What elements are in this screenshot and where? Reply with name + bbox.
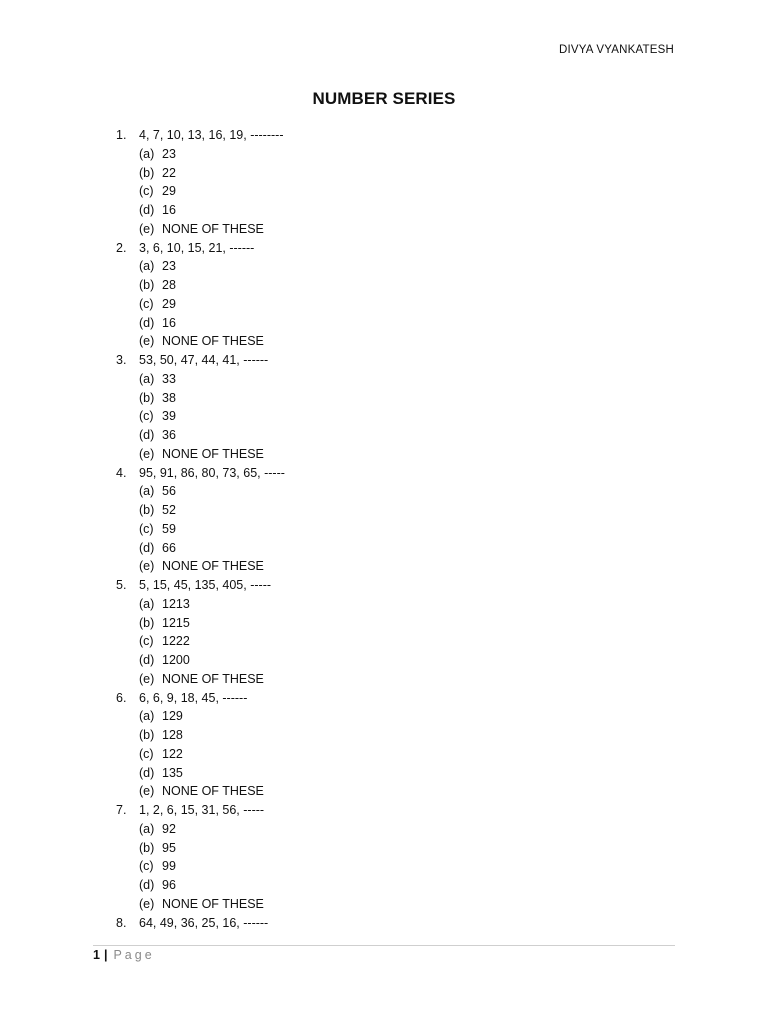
answer-option: [116, 201, 676, 220]
question-item: [116, 801, 676, 820]
option-label: (c): [139, 521, 154, 536]
answer-option: [116, 726, 676, 745]
option-label: (a): [139, 146, 155, 161]
option-value: 92: [162, 821, 176, 836]
answer-option: [116, 295, 676, 314]
question-number: 8.: [116, 915, 127, 930]
option-label: (c): [139, 859, 154, 874]
option-label: (d): [139, 315, 155, 330]
answer-option: [116, 407, 676, 426]
option-value: 66: [162, 540, 176, 555]
question-number: 3.: [116, 353, 127, 367]
question-series: 95, 91, 86, 80, 73, 65, -----: [139, 465, 285, 480]
option-label: (c): [139, 409, 154, 424]
option-value: 59: [162, 521, 176, 536]
option-label: (a): [139, 484, 155, 499]
option-value: 56: [162, 484, 176, 499]
question-number: 5.: [116, 578, 127, 592]
option-label: (d): [139, 653, 155, 667]
question-series: 3, 6, 10, 15, 21, ------: [139, 240, 255, 255]
option-label: (c): [139, 746, 154, 761]
question-list: [116, 126, 676, 932]
option-value: 52: [162, 503, 176, 517]
option-value: 39: [162, 409, 176, 424]
question-series: 1, 2, 6, 15, 31, 56, -----: [139, 803, 265, 817]
option-label: (d): [139, 765, 155, 780]
option-label: (e): [139, 446, 155, 461]
answer-option: [116, 539, 676, 558]
option-value: 38: [162, 390, 176, 405]
option-value: 28: [162, 278, 176, 292]
option-value: 122: [162, 746, 183, 761]
page-label: Page: [113, 948, 155, 962]
question-item: [116, 689, 676, 708]
question-series: 64, 49, 36, 25, 16, ------: [139, 915, 269, 930]
question-item: [116, 239, 676, 258]
option-label: (d): [139, 428, 155, 442]
question-number: 6.: [116, 690, 127, 705]
option-label: (b): [139, 278, 155, 292]
answer-option: [116, 670, 676, 689]
option-value: 95: [162, 840, 176, 855]
option-label: (b): [139, 390, 155, 405]
option-value: 99: [162, 859, 176, 874]
answer-option: [116, 745, 676, 764]
option-label: (e): [139, 896, 155, 911]
answer-option: [116, 876, 676, 895]
option-value: NONE OF THESE: [162, 446, 264, 461]
answer-option: [116, 276, 676, 295]
question-series: 53, 50, 47, 44, 41, ------: [139, 353, 269, 367]
option-label: (e): [139, 334, 155, 349]
answer-option: [116, 370, 676, 389]
footer-separator: |: [103, 948, 108, 962]
question-number: 4.: [116, 465, 127, 480]
question-number: 7.: [116, 803, 127, 817]
question-item: [116, 576, 676, 595]
question-item: [116, 126, 676, 145]
answer-option: [116, 820, 676, 839]
option-value: 22: [162, 165, 176, 180]
option-value: NONE OF THESE: [162, 221, 264, 236]
answer-option: [116, 782, 676, 801]
question-series: 5, 15, 45, 135, 405, -----: [139, 578, 272, 592]
question-series: 6, 6, 9, 18, 45, ------: [139, 690, 248, 705]
option-label: (e): [139, 671, 155, 686]
question-item: [116, 351, 676, 370]
option-value: 16: [162, 315, 176, 330]
option-value: 36: [162, 428, 176, 442]
answer-option: [116, 839, 676, 858]
option-value: 29: [162, 184, 176, 199]
answer-option: [116, 651, 676, 670]
option-value: 29: [162, 296, 176, 311]
answer-option: [116, 164, 676, 183]
answer-option: [116, 314, 676, 333]
answer-option: [116, 445, 676, 464]
option-value: 128: [162, 728, 183, 742]
answer-option: [116, 501, 676, 520]
option-value: NONE OF THESE: [162, 671, 264, 686]
question-number: 1.: [116, 128, 127, 142]
option-label: (e): [139, 784, 155, 799]
page-footer: [93, 948, 155, 962]
option-label: (a): [139, 371, 155, 386]
answer-option: [116, 632, 676, 651]
answer-option: [116, 145, 676, 164]
option-value: 33: [162, 371, 176, 386]
answer-option: [116, 614, 676, 633]
option-label: (a): [139, 259, 155, 274]
option-label: (b): [139, 165, 155, 180]
answer-option: [116, 332, 676, 351]
option-value: NONE OF THESE: [162, 334, 264, 349]
option-value: 23: [162, 146, 176, 161]
option-label: (c): [139, 184, 154, 199]
question-item: [116, 914, 676, 933]
option-label: (b): [139, 728, 155, 742]
footer-divider: [93, 945, 675, 946]
option-value: NONE OF THESE: [162, 559, 264, 574]
option-value: 1222: [162, 634, 190, 649]
page-number: 1: [93, 948, 100, 962]
answer-option: [116, 482, 676, 501]
option-value: NONE OF THESE: [162, 784, 264, 799]
option-label: (d): [139, 203, 155, 217]
answer-option: [116, 895, 676, 914]
option-label: (c): [139, 634, 154, 649]
option-label: (a): [139, 596, 155, 611]
option-value: 135: [162, 765, 183, 780]
answer-option: [116, 182, 676, 201]
option-label: (c): [139, 296, 154, 311]
answer-option: [116, 520, 676, 539]
option-label: (d): [139, 540, 155, 555]
option-value: NONE OF THESE: [162, 896, 264, 911]
page-title: NUMBER SERIES: [312, 89, 456, 108]
option-label: (b): [139, 840, 155, 855]
option-value: 129: [162, 709, 183, 724]
option-label: (a): [139, 709, 155, 724]
option-label: (d): [139, 878, 155, 892]
option-value: 1200: [162, 653, 190, 667]
question-item: [116, 464, 676, 483]
answer-option: [116, 389, 676, 408]
option-value: 96: [162, 878, 176, 892]
option-label: (e): [139, 221, 155, 236]
header-author: DIVYA VYANKATESH: [558, 44, 674, 56]
question-number: 2.: [116, 240, 127, 255]
answer-option: [116, 557, 676, 576]
answer-option: [116, 257, 676, 276]
option-value: 23: [162, 259, 176, 274]
answer-option: [116, 426, 676, 445]
question-series: 4, 7, 10, 13, 16, 19, --------: [139, 128, 284, 142]
option-label: (b): [139, 503, 155, 517]
option-label: (b): [139, 615, 155, 630]
answer-option: [116, 857, 676, 876]
answer-option: [116, 764, 676, 783]
option-value: 1215: [162, 615, 190, 630]
option-value: 1213: [162, 596, 190, 611]
option-value: 16: [162, 203, 176, 217]
option-label: (e): [139, 559, 155, 574]
answer-option: [116, 220, 676, 239]
answer-option: [116, 707, 676, 726]
option-label: (a): [139, 821, 155, 836]
answer-option: [116, 595, 676, 614]
